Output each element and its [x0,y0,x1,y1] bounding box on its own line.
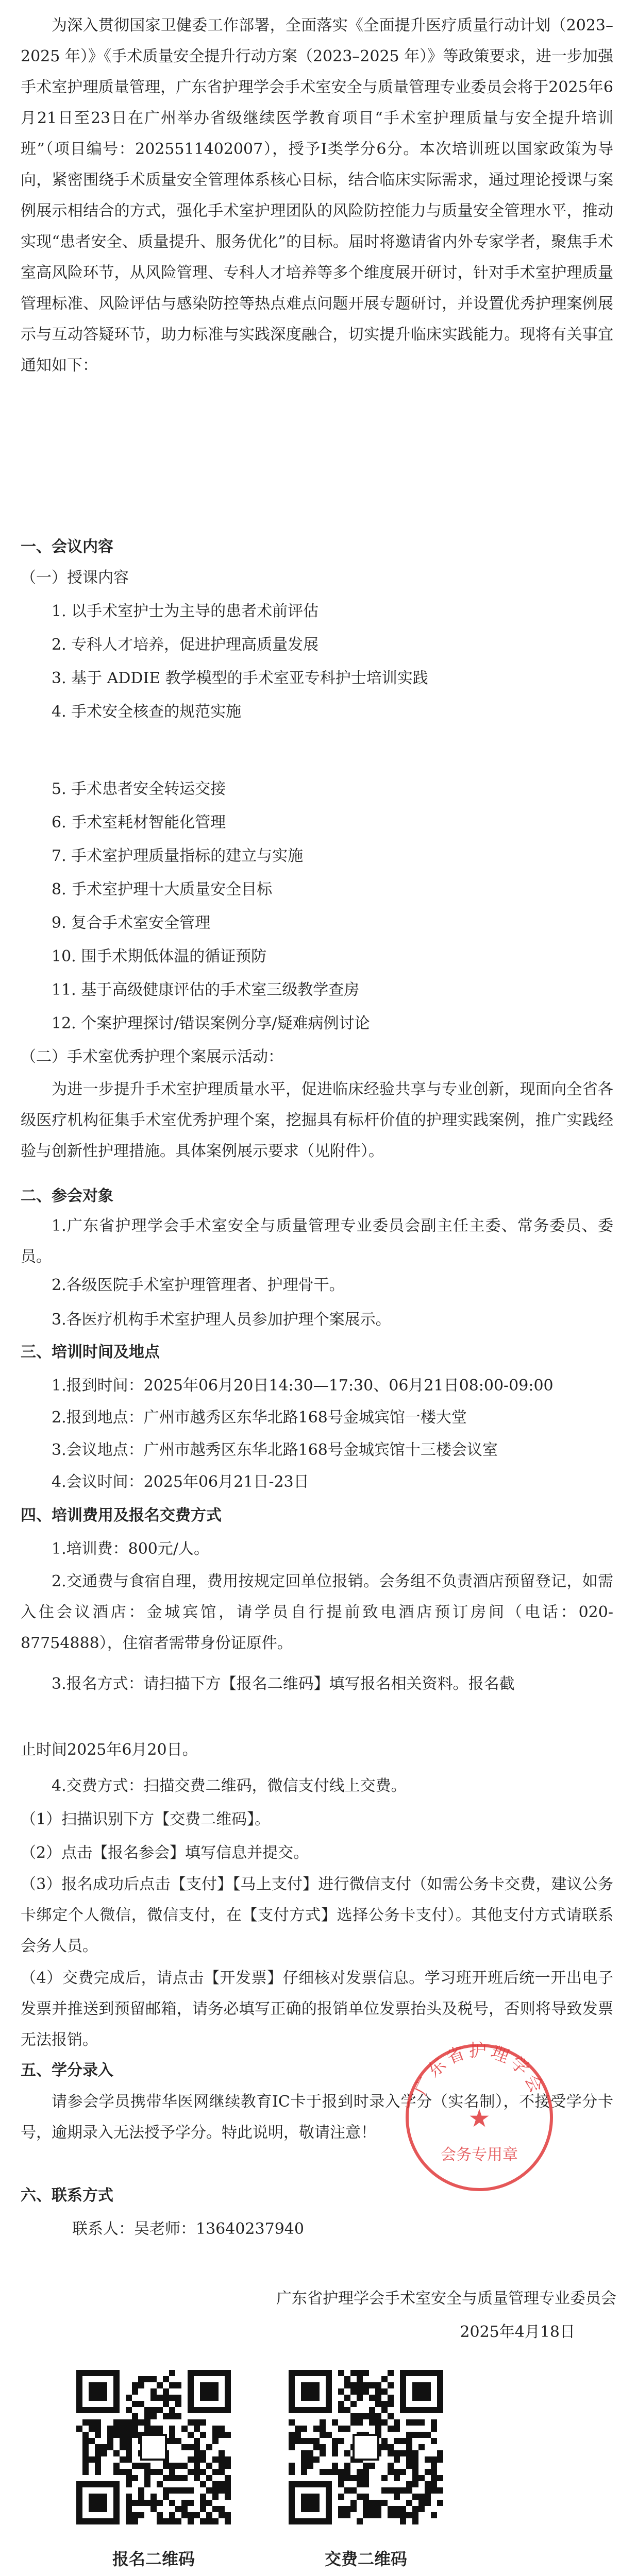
section-6-title: 六、联系方式 [21,2187,113,2205]
lecture-item: 11. 基于高级健康评估的手术室三级教学查房 [52,981,360,999]
intro-paragraph: 为深入贯彻国家卫健委工作部署，全面落实《全面提升医疗质量行动计划（2023–2025 年）》《手术质量安全提升行动方案（2023–2025 年）》等政策要求，进一步加强手术室护理质量管理，广东省护理学会手术室安全与质量管理专业委员会将于2025年6月21日至23日在广州举办省级继续医学教育项目“手术室护理质量与安全提升培训班”（项目编号：2025511402007），授予Ⅰ类学分6分。本次培训班以国家政策为导向，紧密围绕手术质量安全管理体系核心目标，结合临床实际需求，通过理论授课与案例展示相结合的方式，强化手术室护理团队的风险防控能力与质量安全管理水平，推动实现“患者安全、质量提升、服务优化”的目标。届时将邀请省内外专家学者，聚焦手术室高风险环节，从风险管理、专科人才培养等多个维度展开研讨，针对手术室护理质量管理标准、风险评估与感染防控等热点难点问题开展专题研讨，并设置优秀护理案例展示与互动答疑环节，助力标准与实践深度融合，切实提升临床实践能力。现将有关事宜通知如下： [21,16,613,375]
svg-text:广东省护理学会 [411,2041,548,2099]
official-seal [402,2040,557,2195]
section-5-title: 五、学分录入 [21,2061,113,2079]
fee-item: 4.交费方式：扫描交费二维码，微信支付线上交费。 [52,1777,407,1795]
schedule-item: 4.会议时间：2025年06月21日-23日 [52,1473,309,1491]
qr-center-logo [141,2435,166,2460]
section-1-sub-1: （一）授课内容 [21,569,129,587]
lecture-item: 10. 围手术期低体温的循证预防 [52,947,267,965]
lecture-item: 8. 手术室护理十大质量安全目标 [52,880,273,899]
section-1-title: 一、会议内容 [21,538,113,556]
schedule-item: 3.会议地点：广州市越秀区东华北路168号金城宾馆十三楼会议室 [52,1441,498,1459]
contact-person: 联系人：吴老师：13640237940 [72,2220,304,2238]
registration-qr-code[interactable] [76,2370,231,2524]
registration-qr-label: 报名二维码 [112,2549,195,2569]
section-4-title: 四、培训费用及报名交费方式 [21,1506,222,1524]
credit-paragraph: 请参会学员携带华医网继续教育IC卡于报到时录入学分（实名制），不接受学分卡号，逾期录入无法授予学分。特此说明，敬请注意！ [21,2093,613,2142]
fee-item: 3.报名方式：请扫描下方【报名二维码】填写报名相关资料。报名截 [52,1675,515,1693]
payment-qr-code[interactable] [289,2370,443,2524]
payment-step: （2）点击【报名参会】填写信息并提交。 [21,1844,309,1862]
lecture-item: 3. 基于 ADDIE 教学模型的手术室亚专科护士培训实践 [52,669,428,687]
lecture-item: 1. 以手术室护士为主导的患者术前评估 [52,602,319,620]
lecture-item: 2. 专科人才培养，促进护理高质量发展 [52,636,319,654]
qr-center-logo [354,2435,378,2460]
seal-bottom-text: 会务专用章 [441,2146,518,2164]
fee-item: 1.培训费：800元/人。 [52,1540,209,1558]
payment-step: （3）报名成功后点击【支付】【马上支付】进行微信支付（如需公务卡交费，建议公务卡绑定个人微信，微信支付，在【支付方式】选择公务卡支付）。其他支付方式请联系会务人员。 [21,1875,613,1955]
lecture-item: 5. 手术患者安全转运交接 [52,780,226,798]
section-1-sub-2: （二）手术室优秀护理个案展示活动： [21,1048,283,1066]
payment-qr-label: 交费二维码 [324,2549,407,2569]
lecture-item: 7. 手术室护理质量指标的建立与实施 [52,847,304,865]
attendee-item: 2.各级医院手术室护理管理者、护理骨干。 [52,1276,345,1294]
payment-step: （1）扫描识别下方【交费二维码】。 [21,1810,271,1828]
schedule-item: 1.报到时间：2025年06月20日14:30—17:30、06月21日08:00-09:00 [52,1377,554,1395]
attendee-item: 1.广东省护理学会手术室安全与质量管理专业委员会副主任主委、常务委员、委员。 [21,1217,613,1266]
payment-step: （4）交费完成后，请点击【开发票】仔细核对发票信息。学习班开班后统一开出电子发票并推送到预留邮箱，请务必填写正确的报销单位发票抬头及税号，否则将导致发票无法报销。 [21,1969,613,2049]
section-2-title: 二、参会对象 [21,1187,113,1205]
lecture-item: 12. 个案护理探讨/错误案例分享/疑难病例讨论 [52,1014,370,1032]
section-3-title: 三、培训时间及地点 [21,1343,160,1361]
lecture-item: 4. 手术安全核查的规范实施 [52,703,242,721]
signature-date: 2025年4月18日 [460,2323,575,2341]
case-show-paragraph: 为进一步提升手术室护理质量水平，促进临床经验共享与专业创新，现面向全省各级医疗机构征集手术室优秀护理个案，挖掘具有标杆价值的护理实践案例，推广实践经验与创新性护理措施。具体案例展示要求（见附件）。 [21,1080,613,1160]
signature-org: 广东省护理学会手术室安全与质量管理专业委员会 [276,2290,616,2308]
fee-item: 2.交通费与食宿自理，费用按规定回单位报销。会务组不负责酒店预留登记，如需入住会议酒店：金城宾馆，请学员自行提前致电酒店预订房间（电话：020-87754888），住宿者需带身份证原件。 [21,1572,613,1652]
schedule-item: 2.报到地点：广州市越秀区东华北路168号金城宾馆一楼大堂 [52,1409,467,1427]
attendee-item: 3.各医疗机构手术室护理人员参加护理个案展示。 [52,1311,391,1329]
lecture-item: 6. 手术室耗材智能化管理 [52,814,226,832]
seal-star-icon: ★ [468,2104,491,2133]
lecture-item: 9. 复合手术室安全管理 [52,914,211,932]
seal-arc-text: 广东省护理学会 [410,2040,548,2099]
fee-item-continued: 止时间2025年6月20日。 [21,1741,198,1759]
